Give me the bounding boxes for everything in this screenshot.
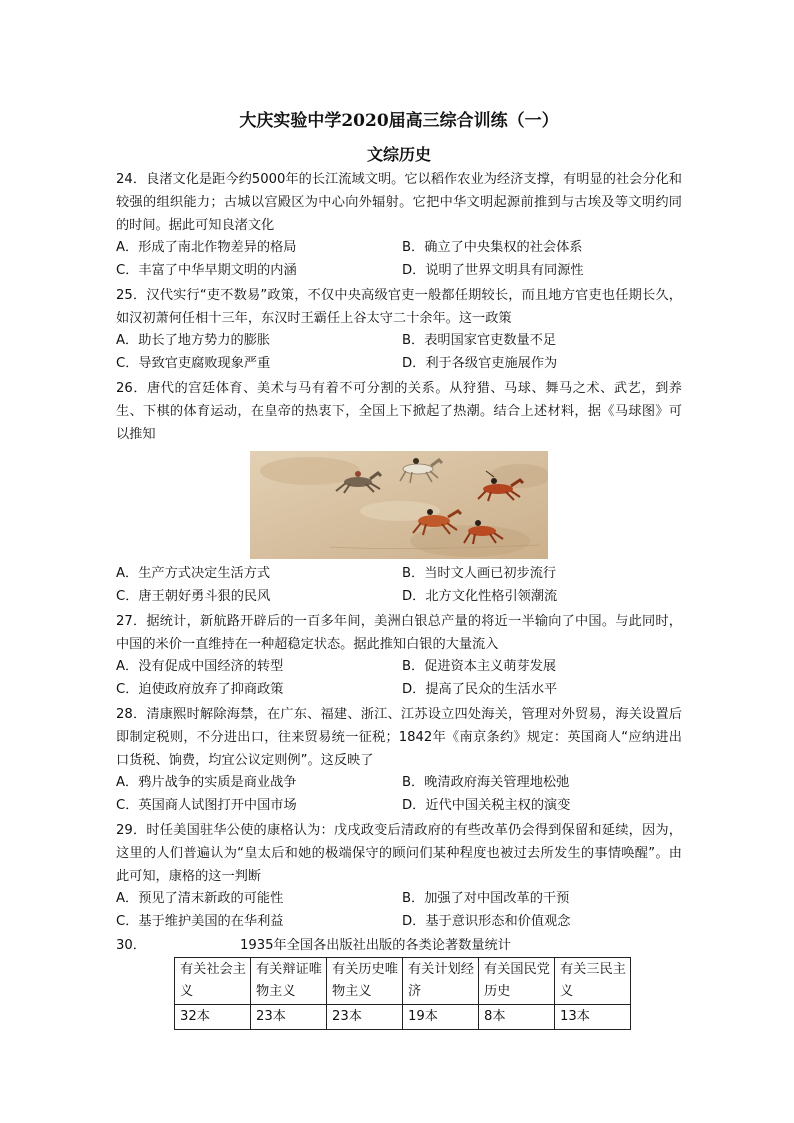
table-header-cell: 有关国民党历史 bbox=[479, 958, 555, 1005]
option-b: B．当时文人画已初步流行 bbox=[402, 566, 557, 581]
question-stem: 24．良渚文化是距今约5000年的长江流域文明。它以稻作农业为经济支撑，有明显的社会分化和较强的组织能力；古城以宫殿区为中心向外辐射。它把中华文明起源前推到与古埃及等文明约同的时间。据此可知良渚文化 bbox=[116, 172, 682, 233]
table-header-cell: 有关社会主义 bbox=[175, 958, 251, 1005]
option-d: D．北方文化性格引领潮流 bbox=[402, 588, 558, 604]
option-c: C．基于维护美国的在华利益 bbox=[116, 913, 284, 929]
table-cell: 32本 bbox=[175, 1005, 251, 1030]
question-options bbox=[116, 888, 682, 933]
question-27 bbox=[116, 610, 682, 701]
table-cell: 13本 bbox=[555, 1005, 631, 1030]
page-title: 大庆实验中学2020届高三综合训练（一） bbox=[239, 111, 559, 131]
option-d: D．利于各级官吏施展作为 bbox=[402, 355, 558, 371]
question-stem: 28．清康熙时解除海禁，在广东、福建、浙江、江苏设立四处海关，管理对外贸易，海关设置后即制定税则，不分进出口，往来贸易统一征税；1842年《南京条约》规定：英国商人“应纳进出口货税、饷费，均宜公议定则例”。这反映了 bbox=[116, 707, 682, 768]
table-cell: 23本 bbox=[251, 1005, 327, 1030]
question-options bbox=[116, 330, 682, 375]
option-a: A．助长了地方势力的膨胀 bbox=[116, 333, 271, 348]
question-options bbox=[116, 237, 682, 282]
table-row bbox=[175, 1005, 631, 1030]
option-a: A．鸦片战争的实质是商业战争 bbox=[116, 775, 297, 790]
question-stem: 29．时任美国驻华公使的康格认为：戊戌政变后清政府的有些改革仍会得到保留和延续，因为，这里的人们普遍认为“皇太后和她的极端保守的顾问们某种程度也被过去所发生的事情唤醒”。由此可知，康格的这一判断 bbox=[116, 823, 682, 884]
question-30-header bbox=[116, 935, 682, 957]
option-a: A．没有促成中国经济的转型 bbox=[116, 659, 284, 674]
option-d: D．近代中国关税主权的演变 bbox=[402, 797, 571, 813]
statistics-table bbox=[174, 957, 631, 1030]
question-29 bbox=[116, 819, 682, 933]
question-stem: 27．据统计，新航路开辟后的一百多年间，美洲白银总产量的将近一半输向了中国。与此同时，中国的米价一直维持在一种超稳定状态。据此推知白银的大量流入 bbox=[116, 614, 682, 652]
question-options bbox=[116, 772, 682, 817]
option-c: C．英国商人试图打开中国市场 bbox=[116, 797, 297, 813]
option-b: B．确立了中央集权的社会体系 bbox=[402, 240, 583, 255]
option-d: D．说明了世界文明具有同源性 bbox=[402, 262, 584, 278]
question-stem: 25．汉代实行“吏不数易”政策，不仅中央高级官吏一般都任期较长，而且地方官吏也任期长久，如汉初萧何任相十三年，东汉时王霸任上谷太守二十余年。这一政策 bbox=[116, 288, 682, 326]
table-title: 1935年全国各出版社出版的各类论著数量统计 bbox=[240, 938, 511, 953]
option-d: D．提高了民众的生活水平 bbox=[402, 681, 558, 697]
option-d: D．基于意识形态和价值观念 bbox=[402, 913, 571, 929]
option-a: A．生产方式决定生活方式 bbox=[116, 566, 271, 581]
table-header-cell: 有关三民主义 bbox=[555, 958, 631, 1005]
question-26 bbox=[116, 377, 682, 608]
table-cell: 8本 bbox=[479, 1005, 555, 1030]
table-header-cell: 有关计划经济 bbox=[403, 958, 479, 1005]
option-b: B．晚清政府海关管理地松弛 bbox=[402, 775, 570, 790]
table-cell: 19本 bbox=[403, 1005, 479, 1030]
option-a: A．形成了南北作物差异的格局 bbox=[116, 240, 297, 255]
option-c: C．迫使政府放弃了抑商政策 bbox=[116, 681, 284, 697]
question-28 bbox=[116, 703, 682, 817]
question-24 bbox=[116, 168, 682, 282]
table-header-cell: 有关历史唯物主义 bbox=[327, 958, 403, 1005]
question-options bbox=[116, 656, 682, 701]
question-number: 30． bbox=[116, 938, 146, 953]
option-c: C．导致官吏腐败现象严重 bbox=[116, 355, 271, 371]
option-a: A．预见了清末新政的可能性 bbox=[116, 891, 284, 906]
figure-container bbox=[116, 451, 682, 559]
option-c: C．丰富了中华早期文明的内涵 bbox=[116, 262, 297, 278]
page-subtitle: 文综历史 bbox=[366, 145, 431, 164]
question-stem: 26．唐代的宫廷体育、美术与马有着不可分割的关系。从狩猎、马球、舞马之术、武艺，到养生、下棋的体育运动，在皇帝的热衷下，全国上下掀起了热潮。结合上述材料，据《马球图》可以推知 bbox=[116, 381, 682, 442]
table-header-row bbox=[175, 958, 631, 1005]
question-30 bbox=[116, 935, 682, 1030]
polo-painting-image bbox=[250, 451, 548, 559]
option-c: C．唐王朝好勇斗狠的民风 bbox=[116, 588, 271, 604]
option-b: B．表明国家官吏数量不足 bbox=[402, 333, 557, 348]
table-cell: 23本 bbox=[327, 1005, 403, 1030]
exam-page bbox=[116, 100, 682, 1030]
option-b: B．加强了对中国改革的干预 bbox=[402, 891, 570, 906]
option-b: B．促进资本主义萌芽发展 bbox=[402, 659, 557, 674]
question-25 bbox=[116, 284, 682, 375]
question-options bbox=[116, 563, 682, 608]
table-header-cell: 有关辩证唯物主义 bbox=[251, 958, 327, 1005]
